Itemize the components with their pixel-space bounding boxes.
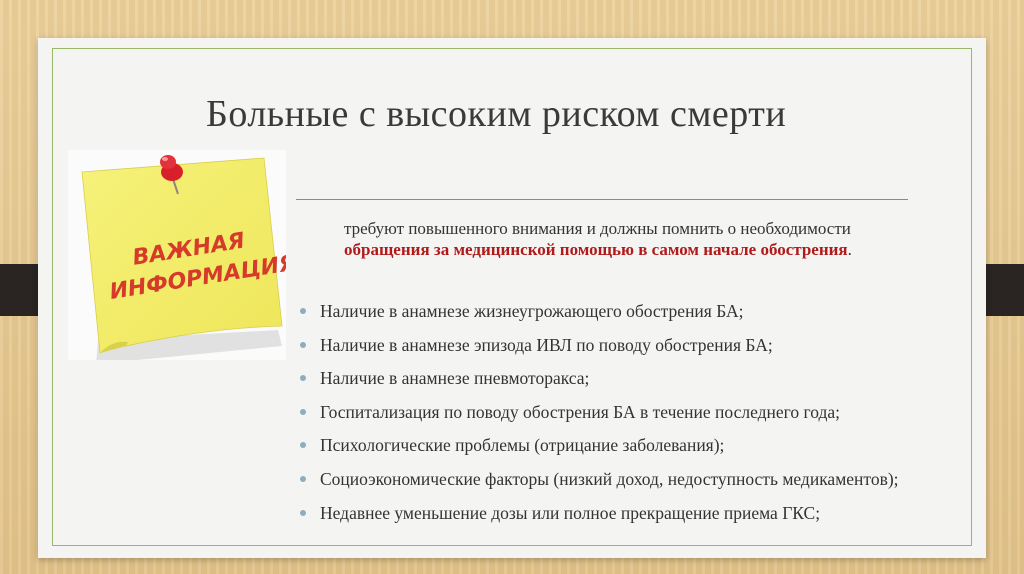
list-item-text: Госпитализация по поводу обострения БА в течение последнего года; xyxy=(320,401,841,422)
list-item-text: Социоэкономические факторы (низкий доход, недоступность медикаментов); xyxy=(320,468,899,489)
note-text-line1: ВАЖНАЯ xyxy=(130,228,247,271)
list-item xyxy=(300,300,899,334)
sticky-note-icon xyxy=(68,150,286,360)
bullet-icon xyxy=(300,510,306,516)
bullet-icon xyxy=(300,476,306,482)
list-item-text: Наличие в анамнезе пневмоторакса; xyxy=(320,368,590,389)
intro-highlight-text: обращения за медицинской помощью в самом начале обострения xyxy=(344,240,848,259)
bullet-icon xyxy=(300,409,306,415)
intro-plain-text: требуют повышенного внимания и должны помнить о необходимости xyxy=(344,219,851,238)
list-item xyxy=(300,434,899,468)
note-text-line2: ИНФОРМАЦИЯ xyxy=(107,250,286,305)
bullet-icon xyxy=(300,375,306,381)
list-item xyxy=(300,468,899,502)
sticky-note-image xyxy=(68,150,286,360)
intro-end-text: . xyxy=(847,240,852,259)
list-item xyxy=(300,367,899,401)
list-item-text: Недавнее уменьшение дозы или полное прекращение приема ГКС; xyxy=(320,502,821,523)
list-item xyxy=(300,334,899,368)
risk-factors-list xyxy=(300,300,899,535)
list-item-text: Наличие в анамнезе жизнеугрожающего обострения БА; xyxy=(320,301,744,321)
list-item-text: Психологические проблемы (отрицание заболевания); xyxy=(320,435,725,456)
slide-title: Больные с высоким риском смерти xyxy=(206,93,787,135)
list-item xyxy=(300,401,899,435)
slide-card xyxy=(38,38,986,558)
list-item xyxy=(300,502,899,536)
bullet-icon xyxy=(300,442,306,448)
intro-paragraph xyxy=(344,218,1004,260)
bullet-icon xyxy=(300,342,306,348)
bullet-icon xyxy=(300,308,306,314)
title-divider xyxy=(296,199,908,200)
list-item-text: Наличие в анамнезе эпизода ИВЛ по поводу обострения БА; xyxy=(320,334,773,355)
